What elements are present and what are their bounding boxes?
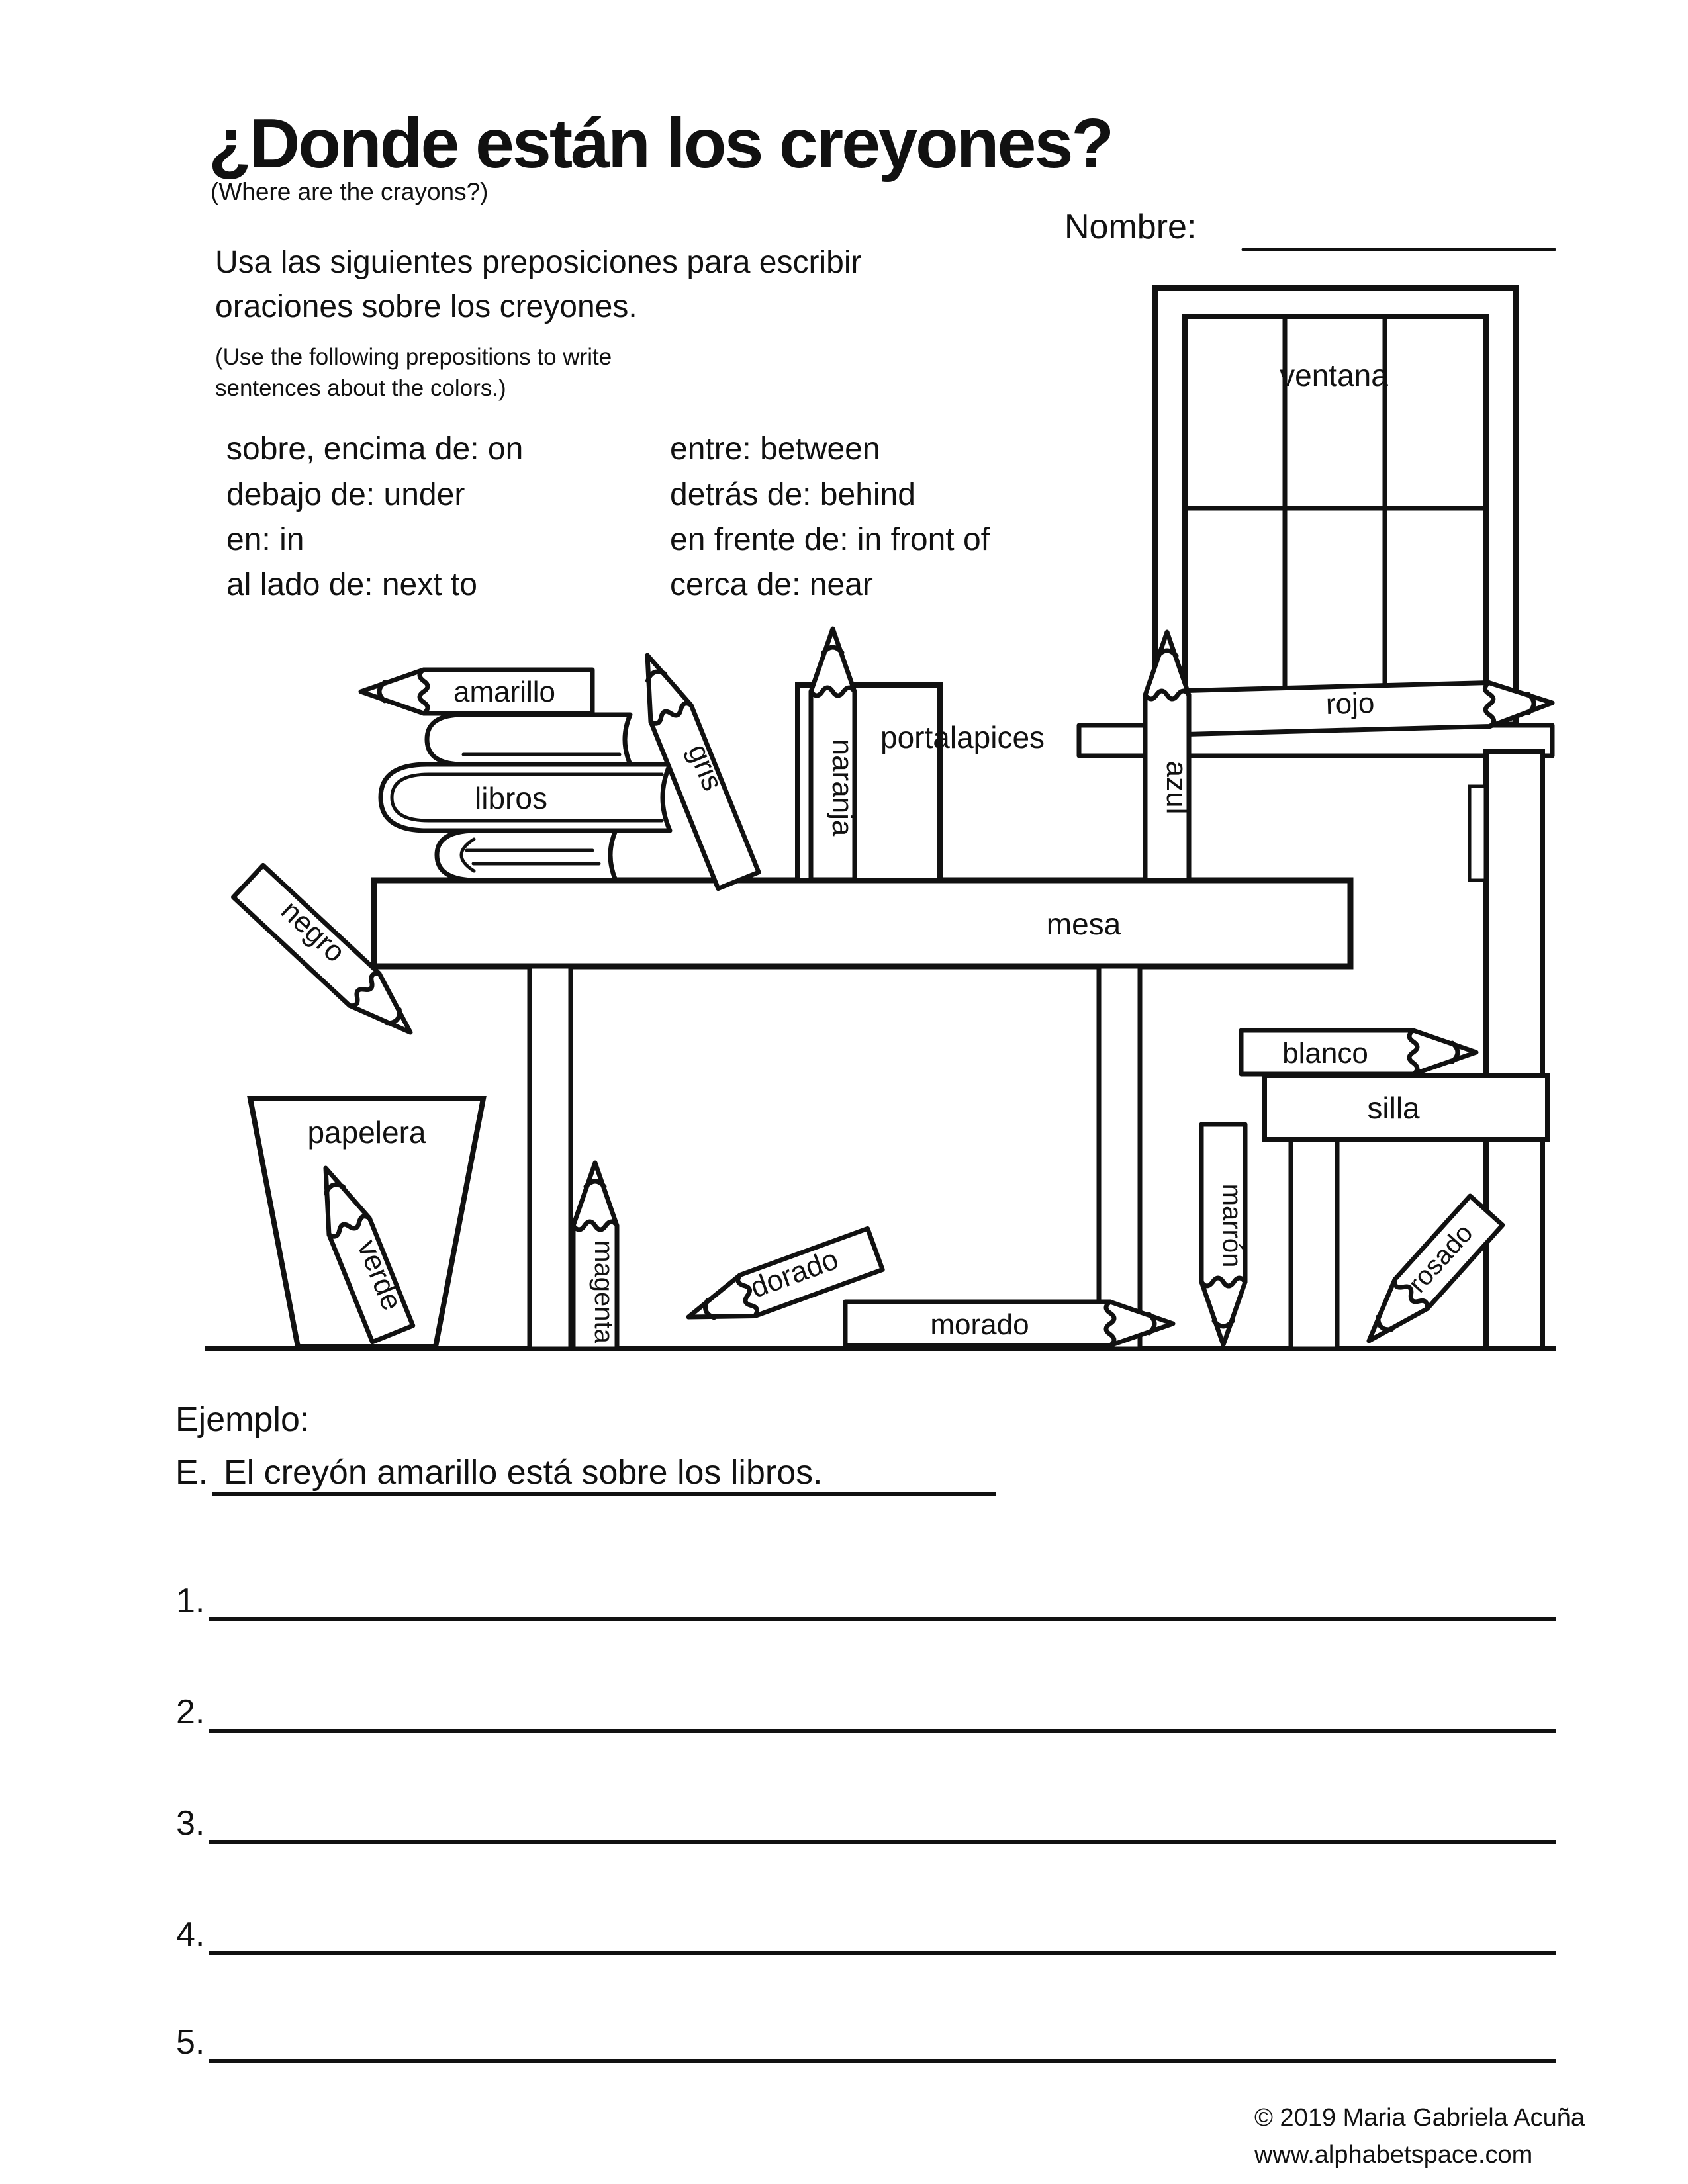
name-label: Nombre: bbox=[1064, 208, 1197, 246]
crayon-marron-label: marrón bbox=[1217, 1183, 1246, 1268]
preposition-item: cerca de: near bbox=[670, 567, 873, 602]
crayon-magenta-label: magenta bbox=[589, 1240, 618, 1343]
prepositions-column-2 bbox=[670, 432, 990, 602]
crayon-gris-label: gris bbox=[681, 739, 729, 796]
preposition-item: sobre, encima de: on bbox=[226, 432, 524, 467]
page-subtitle: (Where are the crayons?) bbox=[211, 178, 489, 205]
window-label: ventana bbox=[1280, 358, 1388, 392]
example-heading: Ejemplo: bbox=[175, 1400, 310, 1439]
answer-number-4: 4. bbox=[176, 1915, 205, 1954]
table-leg-left bbox=[530, 966, 571, 1349]
instructions-en-line2: sentences about the colors.) bbox=[215, 375, 506, 401]
crayon-azul-label: azul bbox=[1160, 760, 1193, 815]
example-prefix: E. bbox=[175, 1453, 209, 1492]
instructions-es-line2: oraciones sobre los creyones. bbox=[215, 289, 637, 324]
crayon-amarillo-label: amarillo bbox=[453, 676, 556, 708]
preposition-item: entre: between bbox=[670, 432, 880, 467]
answer-number-2: 2. bbox=[176, 1693, 205, 1731]
preposition-item: detrás de: behind bbox=[670, 477, 915, 512]
answer-lines bbox=[176, 1582, 1556, 2062]
crayon-blanco-label: blanco bbox=[1282, 1037, 1368, 1069]
instructions-es-line1: Usa las siguientes preposiciones para escribir bbox=[215, 245, 862, 280]
books-libros bbox=[381, 715, 670, 880]
crayon-negro-label: negro bbox=[275, 894, 352, 969]
preposition-item: en: in bbox=[226, 522, 305, 557]
window-ventana bbox=[1155, 288, 1516, 725]
crayon-rosado-label: rosado bbox=[1403, 1218, 1479, 1298]
answer-number-1: 1. bbox=[176, 1582, 205, 1620]
chair-back-post bbox=[1486, 751, 1542, 1349]
instructions-en-line1: (Use the following prepositions to write bbox=[215, 344, 612, 370]
crayon-verde-label: verde bbox=[351, 1235, 408, 1315]
crayon-azul bbox=[1145, 632, 1189, 880]
preposition-item: debajo de: under bbox=[226, 477, 465, 512]
example-sentence: El creyón amarillo está sobre los libros. bbox=[224, 1453, 823, 1492]
prepositions-column-1 bbox=[226, 432, 523, 602]
page-title: ¿Donde están los creyones? bbox=[209, 105, 1113, 183]
chair-label: silla bbox=[1367, 1091, 1420, 1125]
preposition-item: al lado de: next to bbox=[226, 567, 477, 602]
preposition-item: en frente de: in front of bbox=[670, 522, 990, 557]
books-label: libros bbox=[475, 781, 547, 815]
pencil-body bbox=[1145, 632, 1189, 880]
table-label: mesa bbox=[1046, 907, 1121, 941]
wastebasket-label: papelera bbox=[307, 1115, 426, 1150]
crayon-rojo-label: rojo bbox=[1325, 687, 1375, 721]
footer-copyright: © 2019 Maria Gabriela Acuña bbox=[1254, 2104, 1585, 2132]
crayon-dorado-label: dorado bbox=[746, 1242, 843, 1304]
book-bottom bbox=[437, 831, 616, 880]
table-leg-right bbox=[1099, 966, 1140, 1349]
book-top bbox=[427, 715, 630, 764]
answer-number-5: 5. bbox=[176, 2023, 205, 2062]
chair-front-leg bbox=[1291, 1140, 1337, 1349]
answer-number-3: 3. bbox=[176, 1804, 205, 1843]
crayon-naranja-label: naranja bbox=[826, 739, 859, 837]
chair-back-strip bbox=[1470, 786, 1485, 880]
crayon-morado-label: morado bbox=[930, 1308, 1029, 1341]
table-top bbox=[374, 880, 1350, 966]
footer-website: www.alphabetspace.com bbox=[1254, 2141, 1533, 2169]
pencil-holder-label: portalapices bbox=[880, 720, 1045, 754]
